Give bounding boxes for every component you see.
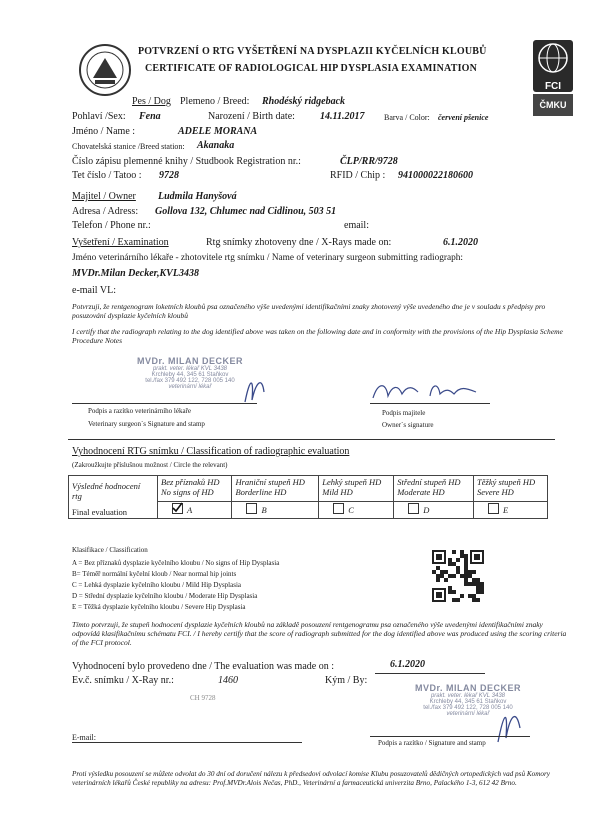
owner-email-label: email: bbox=[344, 220, 369, 231]
evaluation-subtitle: (Zakroužkujte příslušnou možnost / Circle the relevant) bbox=[72, 461, 228, 469]
row-label-en: Final evaluation bbox=[72, 507, 128, 517]
rfid-label: RFID / Chip : bbox=[330, 170, 386, 181]
classification-item-c: C = Lehká dysplazie kyčelního kloubu / Mild Hip Dysplasia bbox=[72, 581, 242, 589]
xray-nr-value: 1460 bbox=[218, 675, 238, 686]
address-label: Adresa / Adress: bbox=[72, 206, 139, 217]
vet-name: MVDr.Milan Decker,KVL3438 bbox=[72, 268, 199, 279]
checkmark-icon bbox=[172, 502, 183, 513]
stamp-line-3: Krchleby 44, 345 61 Staňkov bbox=[151, 372, 229, 378]
confirm-en: I certify that the radiograph relating to the dog identified above was taken on the following date and in conformity with the provisions of the Hip Dysplasia Scheme Procedure Notes bbox=[72, 327, 563, 345]
grade-a-checkbox[interactable] bbox=[172, 503, 183, 514]
grade-e-cell[interactable] bbox=[474, 502, 548, 519]
address-value: Gollova 132, Chlumec nad Cidlinou, 503 51 bbox=[155, 206, 337, 217]
grade-e-checkbox[interactable] bbox=[488, 503, 499, 514]
birth-label: Narození / Birth date: bbox=[208, 111, 295, 122]
grade-d-label: D bbox=[423, 505, 430, 516]
owner-sign-en: Owner´s signature bbox=[382, 421, 434, 429]
grade-c-checkbox[interactable] bbox=[333, 503, 344, 514]
color-label: Barva / Color: bbox=[384, 113, 430, 122]
grade-c-cell[interactable] bbox=[319, 502, 394, 519]
birth-value: 14.11.2017 bbox=[320, 111, 365, 122]
row-label-cz: Výsledné hodnocení rtg bbox=[72, 481, 141, 501]
table-row bbox=[69, 476, 548, 502]
station-label: Chovatelská stanice /Breed station: bbox=[72, 142, 185, 151]
col-a-header: Bez příznaků HD No signs of HD bbox=[158, 476, 232, 502]
phone-label: Telefon / Phone nr.: bbox=[72, 220, 151, 231]
stamp-line-4: tel./fax 379 492 122, 728 005 140 bbox=[145, 378, 235, 384]
classification-item-b: B= Téměř normální kyčelní kloub / Near normal hip joints bbox=[72, 570, 237, 578]
stamp-line-2: prakt. veter. lékař KVL 3438 bbox=[152, 366, 228, 372]
xray-date: 6.1.2020 bbox=[443, 237, 478, 248]
vet-signature-line bbox=[72, 403, 257, 404]
classification-item-e: E = Těžká dysplazie kyčelního kloubu / Severe Hip Dysplasia bbox=[72, 603, 246, 611]
made-on-underline bbox=[375, 673, 485, 674]
grade-a-cell[interactable] bbox=[158, 502, 232, 519]
club-logo-icon bbox=[75, 42, 135, 98]
result-email-line bbox=[72, 742, 302, 743]
xray-label: Rtg snímky zhotoveny dne / X-Rays made on: bbox=[206, 237, 392, 248]
vet-signature-icon bbox=[240, 372, 270, 406]
tatoo-value: 9728 bbox=[159, 170, 179, 181]
studbook-label: Číslo zápisu plemenné knihy / Studbook Registration nr.: bbox=[72, 156, 301, 167]
station-value: Akanaka bbox=[197, 140, 235, 151]
evaluation-divider bbox=[68, 439, 555, 440]
rfid-value: 941000022180600 bbox=[398, 170, 473, 181]
col-d-header: Střední stupeň HD Moderate HD bbox=[394, 476, 474, 502]
result-sign-line bbox=[370, 736, 530, 737]
col-c-header: Lehký stupeň HD Mild HD bbox=[319, 476, 394, 502]
by-label: Kým / By: bbox=[325, 675, 368, 686]
dog-section-label: Pes / Dog bbox=[132, 96, 171, 107]
footer-text: Proti výsledku posouzení se můžete odvolat do 30 dní od doručení nálezu k předsedovi odvolací komise Klubu posuzovatelů dědičných ortopedických vad psů Komory veterinárních lékařů České republiky na adresu: Prof.MVDr.Alois Nečas, PhD., Veterinární a farmaceutická univerzita Brno, Palackého 1-3, 612 42 Brno. bbox=[72, 770, 550, 787]
stamp-line-2: prakt. veter. lékař KVL 3438 bbox=[430, 693, 506, 699]
sex-value: Fena bbox=[139, 111, 161, 122]
grade-b-checkbox[interactable] bbox=[246, 503, 257, 514]
ch-note: CH 9728 bbox=[190, 694, 216, 702]
evaluation-table bbox=[68, 475, 548, 519]
fci-label: FCI bbox=[544, 81, 562, 92]
made-on-value: 6.1.2020 bbox=[390, 659, 425, 670]
exam-section-label: Vyšetření / Examination bbox=[72, 237, 169, 248]
cmku-logo bbox=[533, 94, 573, 116]
grade-c-label: C bbox=[348, 505, 354, 516]
grade-e-label: E bbox=[503, 505, 509, 516]
owner-sign-cz: Podpis majitele bbox=[382, 409, 426, 417]
owner-signature-line bbox=[370, 403, 490, 404]
col-b-header: Hraniční stupeň HD Borderline HD bbox=[232, 476, 319, 502]
grade-d-cell[interactable] bbox=[394, 502, 474, 519]
classification-item-a: A = Bez příznaků dysplazie kyčelního kloubu / No signs of Hip Dysplasia bbox=[72, 559, 280, 567]
evaluator-signature-icon bbox=[494, 702, 526, 748]
qr-code-icon bbox=[432, 550, 484, 602]
name-label: Jméno / Name : bbox=[72, 126, 136, 137]
tatoo-label: Tet číslo / Tatoo : bbox=[72, 170, 142, 181]
breed-value: Rhodéský ridgeback bbox=[262, 96, 346, 107]
evaluation-title: Vyhodnocení RTG snímku / Classification of radiographic evaluation bbox=[72, 446, 350, 457]
vet-email-label: e-mail VL: bbox=[72, 285, 116, 296]
result-sign-label: Podpis a razítko / Signature and stamp bbox=[378, 739, 486, 747]
title-en: CERTIFICATE OF RADIOLOGICAL HIP DYSPLASIA EXAMINATION bbox=[145, 63, 478, 74]
vet-label: Jméno veterinárního lékaře - zhotovitele rtg snímku / Name of veterinary surgeon submitting radiograph: bbox=[72, 253, 463, 263]
vet-stamp bbox=[125, 356, 255, 390]
cmku-label: ČMKU bbox=[539, 100, 567, 110]
stamp-line-1: MVDr. MILAN DECKER bbox=[414, 683, 521, 693]
confirmation-text: Tímto potvrzuji, že stupeň hodnocení dysplazie kyčelních kloubů na základě posouzení rentgenogramu psa označeného výše uvedenými identifikačními znaky odpovídá klasifikačnímu schématu FCI. / I hereby certify that the score of radiograph submitted for the dog identified above was produced using the scoring criteria of the FCI protocol. bbox=[72, 620, 567, 647]
grade-b-cell[interactable] bbox=[232, 502, 319, 519]
col-e-header: Těžký stupeň HD Severe HD bbox=[474, 476, 548, 502]
name-value: ADELE MORANA bbox=[178, 126, 258, 137]
made-on-label: Vyhodnocení bylo provedeno dne / The evaluation was made on : bbox=[72, 661, 334, 672]
grade-d-checkbox[interactable] bbox=[408, 503, 419, 514]
owner-signature-icon bbox=[368, 378, 488, 404]
classification-item-d: D = Střední dysplazie kyčelního kloubu / Moderate Hip Dysplasia bbox=[72, 592, 258, 600]
sex-label: Pohlaví /Sex: bbox=[72, 111, 126, 122]
vet-sign-en: Veterinary surgeon´s Signature and stamp bbox=[88, 420, 205, 428]
stamp-line-1: MVDr. MILAN DECKER bbox=[136, 356, 243, 366]
fci-logo bbox=[533, 40, 573, 92]
globe-icon bbox=[533, 40, 573, 76]
studbook-value: ČLP/RR/9728 bbox=[340, 156, 398, 167]
title-cz: POTVRZENÍ O RTG VYŠETŘENÍ NA DYSPLAZII KYČELNÍCH KLOUBŮ bbox=[138, 46, 487, 57]
result-email-label: E-mail: bbox=[72, 733, 96, 742]
stamp-line-5: veterinární lékař bbox=[446, 711, 490, 717]
stamp-line-4: tel./fax 379 492 122, 728 005 140 bbox=[423, 705, 513, 711]
grade-b-label: B bbox=[261, 505, 267, 516]
owner-name: Ludmila Hanyšová bbox=[158, 191, 237, 202]
classification-title: Klasifikace / Classification bbox=[72, 546, 148, 554]
stamp-line-5: veterinární lékař bbox=[168, 384, 212, 390]
stamp-line-3: Krchleby 44, 345 61 Staňkov bbox=[429, 699, 507, 705]
xray-nr-label: Ev.č. snímku / X-Ray nr.: bbox=[72, 675, 174, 686]
grade-a-label: A bbox=[187, 505, 193, 516]
owner-section-label: Majitel / Owner bbox=[72, 191, 136, 202]
vet-sign-cz: Podpis a razítko veterinárního lékaře bbox=[88, 407, 192, 415]
color-value: červení pšenice bbox=[438, 113, 489, 122]
row-label-cell bbox=[69, 476, 158, 519]
confirm-cz: Potvrzuji, že rentgenogram loketních kloubů psa označeného výše uvedenými identifikačními znaky zhotovený výše uvedeného dne je v souladu s předpisy pro posuzování dysplazie kyčelních kloubů bbox=[72, 302, 546, 320]
breed-label: Plemeno / Breed: bbox=[180, 96, 250, 107]
